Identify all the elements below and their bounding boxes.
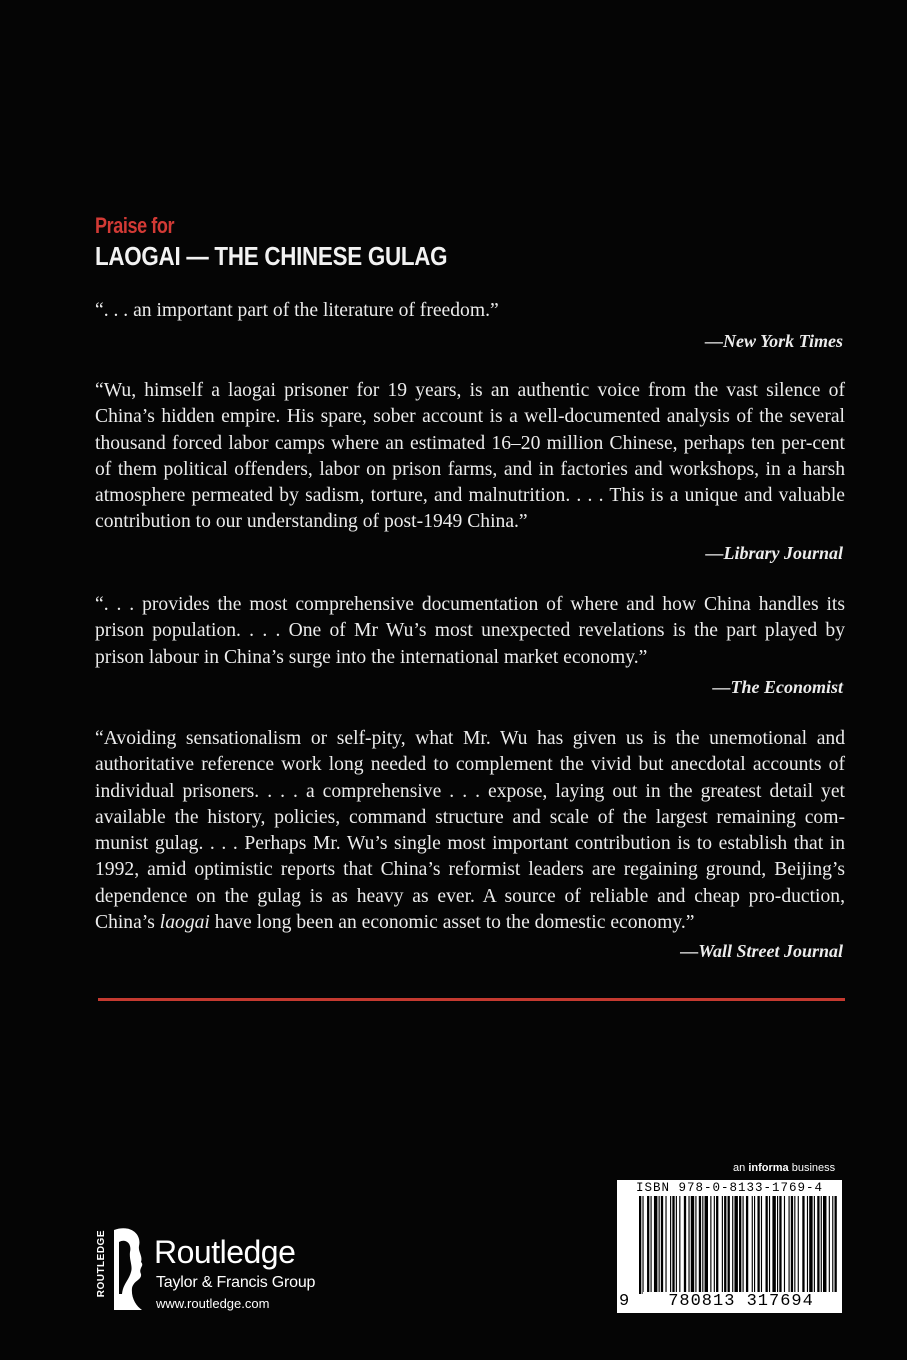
barcode-bar	[722, 1196, 723, 1294]
barcode-bar	[794, 1196, 795, 1294]
barcode-bar	[734, 1196, 737, 1294]
quote-4-italic: laogai	[159, 912, 210, 934]
quote-2-source: —Library Journal	[705, 543, 843, 563]
barcode-bar	[784, 1196, 785, 1294]
book-title: LAOGAI — THE CHINESE GULAG	[95, 241, 448, 271]
barcode-bar	[835, 1196, 837, 1294]
barcode-bar	[716, 1196, 718, 1294]
quote-3-source: —The Economist	[712, 677, 843, 697]
praise-heading: Praise for	[95, 213, 175, 238]
barcode-bar	[832, 1196, 833, 1294]
barcode-bar	[710, 1196, 711, 1294]
barcode-bar	[821, 1196, 822, 1294]
barcode-bar	[772, 1196, 775, 1294]
barcode-bar	[642, 1196, 643, 1294]
isbn-barcode	[617, 1180, 842, 1313]
barcode-bar	[702, 1196, 703, 1294]
barcode-bar	[647, 1196, 649, 1294]
publisher-url: www.routledge.com	[156, 1296, 270, 1311]
barcode-bar	[724, 1196, 726, 1294]
barcode-first-digit: 9	[619, 1292, 631, 1311]
barcode-bar	[639, 1196, 641, 1294]
barcode-bar	[699, 1196, 701, 1294]
publisher-group: Taylor & Francis Group	[156, 1274, 316, 1291]
barcode-digits: 780813 317694	[643, 1292, 839, 1311]
barcode-bar	[705, 1196, 708, 1294]
barcode-bar	[743, 1196, 744, 1294]
quote-4-source: —Wall Street Journal	[680, 941, 843, 961]
barcode-bar	[739, 1196, 741, 1294]
barcode-bar	[779, 1196, 781, 1294]
barcode-bar	[777, 1196, 778, 1294]
barcode-bar	[661, 1196, 663, 1294]
barcode-bar	[684, 1196, 686, 1294]
profile-head-icon	[112, 1222, 150, 1312]
barcode-bar	[714, 1196, 715, 1294]
barcode-bar	[651, 1196, 652, 1294]
barcode-bar	[798, 1196, 799, 1294]
barcode-bar	[676, 1196, 677, 1294]
barcode-bars	[638, 1196, 838, 1294]
barcode-bar	[789, 1196, 790, 1294]
quote-4-part-1: “Avoiding sensationalism or self-pity, what Mr. Wu has given us is the unemotional and authoritative reference work long needed to complement the vivid but anecdotal accounts of individual prisoners. . . . a comprehensive . . . expose, laying out in the greatest detail yet available the history, policies, command structure and scale of the largest remaining com-munist gulag. . . . Perhaps Mr. Wu’s single most important contribution is to establish that in 1992, amid optimistic reports that China’s reformist leaders are regaining ground, Beijing’s dependence on the gulag is as heavy as ever. A source of reliable and cheap pro-duction, China’s	[95, 728, 845, 934]
barcode-bar	[829, 1196, 830, 1294]
divider-rule	[98, 998, 845, 1001]
quote-4-text	[95, 726, 845, 936]
quote-1-text: “. . . an important part of the literature of freedom.”	[95, 300, 499, 321]
barcode-bar	[695, 1196, 696, 1294]
barcode-bar	[761, 1196, 762, 1294]
barcode-bar	[823, 1196, 826, 1294]
barcode-bar	[746, 1196, 748, 1294]
informa-tagline: an informa business	[733, 1162, 836, 1174]
barcode-bar	[728, 1196, 730, 1294]
logo-vertical-text: ROUTLEDGE	[96, 1230, 107, 1298]
routledge-logo	[94, 1222, 354, 1322]
barcode-bar	[757, 1196, 759, 1294]
barcode-bar	[688, 1196, 689, 1294]
barcode-bar	[809, 1196, 812, 1294]
barcode-bar	[659, 1196, 660, 1294]
barcode-bar	[672, 1196, 674, 1294]
barcode-bar	[654, 1196, 657, 1294]
barcode-bar	[665, 1196, 666, 1294]
barcode-bar	[802, 1196, 804, 1294]
barcode-bar	[754, 1196, 755, 1294]
barcode-bar	[691, 1196, 694, 1294]
barcode-bar	[814, 1196, 815, 1294]
barcode-bar	[732, 1196, 733, 1294]
barcode-bar	[670, 1196, 671, 1294]
barcode-bar	[807, 1196, 808, 1294]
quote-3-text: “. . . provides the most comprehensive documentation of where and how China handles its prison population. . . . One of Mr Wu’s most unexpected revelations is the part played by prison labour in China’s surge into the international market economy.”	[95, 594, 845, 668]
barcode-bar	[769, 1196, 770, 1294]
barcode-bar	[791, 1196, 793, 1294]
barcode-bar	[752, 1196, 753, 1294]
barcode-bar	[766, 1196, 768, 1294]
barcode-bar	[679, 1196, 680, 1294]
quote-2-text: “Wu, himself a laogai prisoner for 19 years, is an authentic voice from the vast silence of China’s hidden empire. His spare, sober account is a well-documented analysis of the several thousand forced labor camps where an estimated 16–20 million Chinese, perhaps ten per-cent of them political offenders, labor on prison farms, and in factories and workshops, in a harsh atmosphere permeated by sadism, torture, and malnutrition. . . . This is a unique and valuable contribution to our understanding of post-1949 China.”	[95, 380, 845, 533]
quote-4-part-2: have long been an economic asset to the domestic economy.”	[209, 912, 695, 934]
publisher-name: Routledge	[154, 1234, 296, 1270]
barcode-bar	[817, 1196, 819, 1294]
quote-1-source: —New York Times	[705, 331, 843, 351]
isbn-text: ISBN 978-0-8133-1769-4	[635, 1181, 824, 1195]
